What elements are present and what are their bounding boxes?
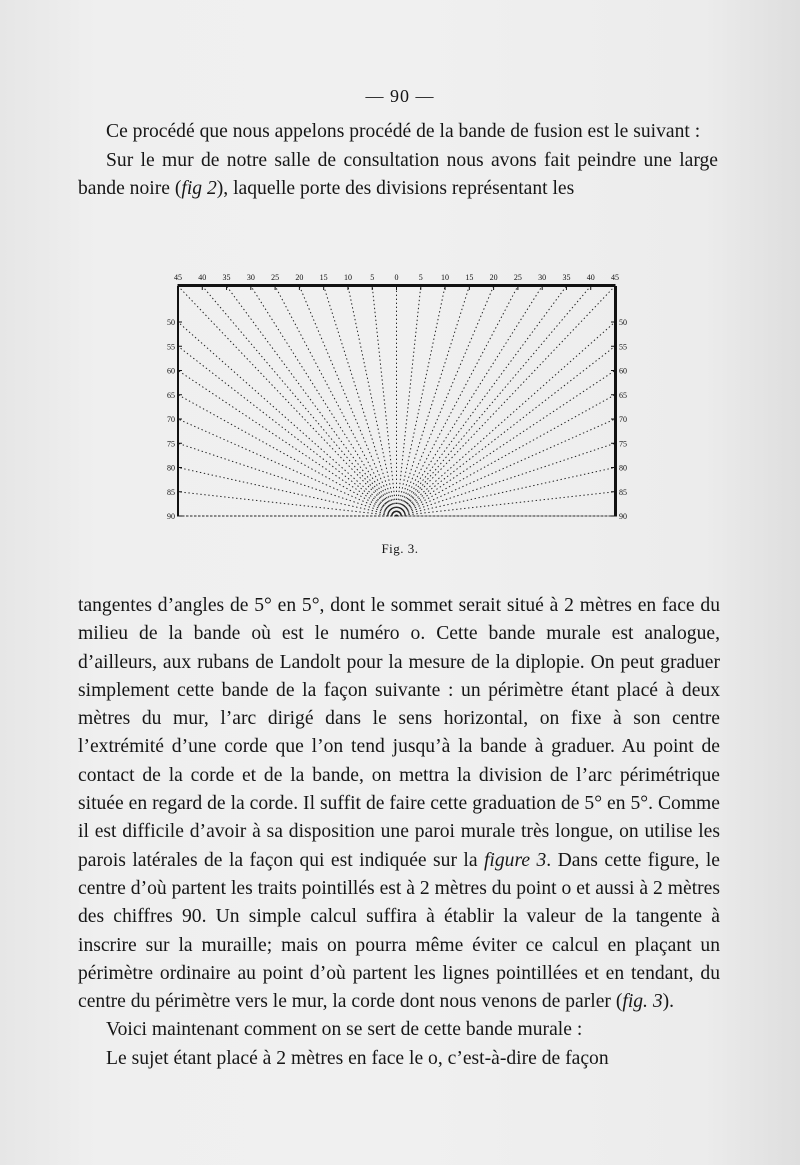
main-text — [78, 592, 720, 1073]
dotted-rays — [178, 286, 615, 516]
ray-line-right — [397, 443, 616, 516]
body-paragraph-1 — [78, 592, 720, 1016]
right-scale-labels — [619, 318, 627, 521]
top-scale-label: 30 — [246, 273, 255, 282]
top-scale-label: 15 — [465, 273, 474, 282]
fig-reference-2: fig. 3 — [622, 991, 663, 1013]
left-scale-labels — [167, 318, 175, 521]
top-scale-label: 25 — [271, 273, 280, 282]
left-scale-label: 80 — [167, 463, 175, 473]
intro-text — [78, 118, 718, 204]
top-scale-label: 40 — [586, 273, 595, 282]
ray-line-left — [178, 346, 397, 516]
top-scale-label: 40 — [198, 273, 207, 282]
left-band — [177, 286, 179, 516]
fig-reference: fig 2 — [181, 178, 217, 199]
ray-line-right — [397, 492, 616, 516]
ray-line-left — [178, 468, 397, 517]
body-p2: Voici maintenant comment on se sert de cette bande murale : — [106, 1019, 583, 1041]
ray-line-top — [227, 286, 397, 516]
top-scale-label: 30 — [538, 273, 547, 282]
ray-line-right — [397, 371, 616, 517]
ray-line-top — [397, 286, 543, 516]
ray-line-top — [397, 286, 591, 516]
right-band — [614, 286, 617, 516]
right-scale-label: 50 — [619, 318, 627, 327]
ray-line-top — [397, 286, 494, 516]
left-scale-label: 55 — [167, 342, 175, 352]
right-scale-label: 75 — [619, 439, 627, 449]
top-scale-label: 45 — [611, 273, 619, 282]
ray-line-left — [178, 492, 397, 516]
top-scale-label: 10 — [343, 273, 352, 282]
top-scale-label: 20 — [489, 273, 498, 282]
ray-line-top — [397, 286, 446, 516]
figure-3-diagram — [160, 266, 640, 528]
ray-line-top — [178, 286, 397, 516]
ray-line-top — [324, 286, 397, 516]
ray-line-top — [372, 286, 396, 516]
ray-line-left — [178, 322, 397, 516]
intro-line-1: Ce procédé que nous appelons procédé de la bande de fusion est le suivant : — [106, 121, 701, 142]
right-scale-label: 85 — [619, 487, 627, 497]
ray-line-top — [397, 286, 421, 516]
top-scale-label: 5 — [370, 273, 375, 282]
ray-line-right — [397, 419, 616, 516]
ray-line-right — [397, 468, 616, 517]
ray-line-right — [397, 346, 616, 516]
intro-line-2a: Sur le mur de notre salle de consultation nous avons fait peindre une large bande noire ( — [78, 149, 718, 199]
ray-line-top — [348, 286, 397, 516]
right-scale-label: 80 — [619, 463, 627, 473]
ray-line-top — [397, 286, 616, 516]
ray-line-right — [397, 322, 616, 516]
left-scale-label: 50 — [167, 318, 175, 327]
body-paragraph-3 — [78, 1045, 720, 1073]
intro-paragraph-2 — [78, 147, 718, 204]
top-scale-label: 5 — [418, 273, 423, 282]
top-scale-label: 35 — [562, 273, 571, 282]
left-scale-label: 85 — [167, 487, 175, 497]
right-scale-label: 65 — [619, 390, 627, 400]
body-paragraph-2 — [78, 1016, 720, 1044]
left-scale-label: 70 — [167, 415, 175, 424]
body-p1-c: ). — [662, 991, 675, 1013]
left-scale-label: 75 — [167, 439, 175, 449]
top-scale-label: 20 — [295, 273, 304, 282]
intro-line-2b: ), laquelle porte des divisions représentant les — [216, 178, 575, 199]
ray-line-top — [397, 286, 470, 516]
left-scale-label: 90 — [167, 512, 175, 521]
intro-paragraph-1 — [78, 118, 718, 147]
ray-line-left — [178, 443, 397, 516]
ray-line-top — [251, 286, 397, 516]
left-scale-label: 65 — [167, 390, 175, 400]
right-scale-label: 90 — [619, 512, 627, 521]
ray-line-left — [178, 371, 397, 517]
top-scale-labels — [174, 273, 619, 282]
ray-line-top — [299, 286, 396, 516]
ray-line-top — [397, 286, 567, 516]
ray-line-left — [178, 419, 397, 516]
figure-reference: figure 3 — [483, 849, 547, 871]
top-scale-label: 45 — [174, 273, 182, 282]
page-number: — 90 — — [365, 86, 435, 106]
top-scale-label: 0 — [394, 273, 399, 282]
top-scale-label: 10 — [441, 273, 450, 282]
top-scale-label: 25 — [513, 273, 522, 282]
left-scale-label: 60 — [167, 366, 175, 376]
top-scale-label: 15 — [319, 273, 328, 282]
right-scale-label: 60 — [619, 366, 627, 376]
body-p3: Le sujet étant placé à 2 mètres en face le o, c’est-à-dire de façon — [106, 1047, 609, 1069]
right-scale-label: 55 — [619, 342, 627, 352]
figure-caption: Fig. 3. — [381, 541, 419, 556]
body-p1-a: tangentes d’angles de 5° en 5°, dont le sommet serait situé à 2 mètres en face du milieu de la bande où est le numéro o. Cette bande murale est analogue, d’ailleurs, aux rubans de Landolt pour la mesure de la diplopie. On peut graduer simplement cette bande de la façon suivante : un périmètre étant placé à deux mètres du mur, l’arc dirigé dans le sens horizontal, on fixe à son centre l’extrémité d’une corde que l’on tend jusqu’à la bande à graduer. Au point de contact de la corde et de la bande, on mettra la division de l’arc périmétrique située en regard de la corde. Il suffit de faire cette graduation de 5° en 5°. Comme il est difficile d’avoir à sa disposition une paroi murale très longue, on utilise les parois latérales de la façon qui est indiquée sur la — [78, 595, 720, 871]
right-scale-label: 70 — [619, 415, 627, 424]
body-p1-b: . Dans cette figure, le centre d’où partent les traits pointillés est à 2 mètres du point o et aussi à 2 mètres des chiffres 90. Un simple calcul suffira à établir la valeur de la tangente à inscrire sur la muraille; mais on pourra même éviter ce calcul en plaçant un périmètre ordinaire au point d’où partent les lignes pointillées et en tendant, du centre du périmètre vers le mur, la corde dont nous venons de parler ( — [78, 849, 720, 1013]
ray-line-top — [202, 286, 396, 516]
top-scale-label: 35 — [222, 273, 231, 282]
